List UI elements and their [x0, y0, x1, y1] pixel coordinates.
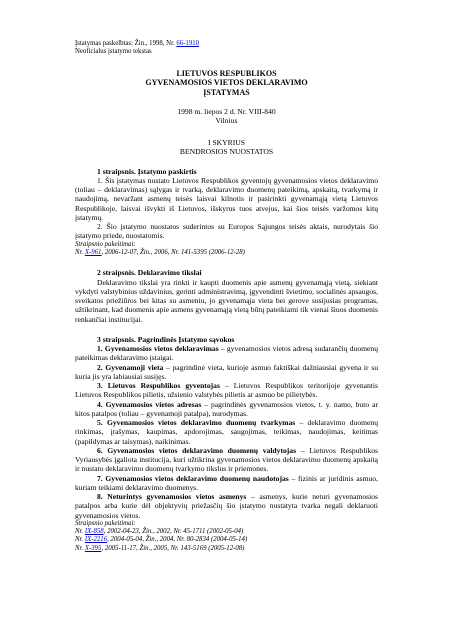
article-3-amendment: Nr. X-395, 2005-11-17, Žin., 2005, Nr. 143-5169 (2005-12-08)	[75, 544, 245, 552]
published-line: Įstatymas paskelbtas: Žin., 1998, Nr. 66-1910	[75, 40, 200, 47]
article-3-amendment: Nr. IX-858, 2002-04-23, Žin., 2002, Nr. 45-1711 (2002-05-04)	[75, 528, 244, 536]
law-title: LIETUVOS RESPUBLIKOS GYVENAMOSIOS VIETOS DEKLARAVIMO ĮSTATYMAS	[145, 68, 308, 97]
law-date: 1998 m. liepos 2 d. Nr. VIII-840 Vilnius	[177, 107, 276, 126]
amendment-link[interactable]: X-961	[84, 249, 102, 256]
definition-6: 6. Gyvenamosios vietos deklaravimo duomenų valdytojas – Lietuvos Respublikos Vyriausybės įgaliota institucija, kuri užtikrina gyvenamosios vietos deklaravimo duomenų apskaitą ir nustato deklaravimo duomenų tvarkymo tikslus ir priemones.	[75, 445, 378, 474]
definition-7: 7. Gyvenamosios vietos deklaravimo duomenų naudotojas – fizinis ar juridinis asmuo, kuriam teikiami deklaravimo duomenys.	[75, 473, 378, 492]
article-2-paragraph: Deklaravimo tikslai yra rinkti ir kaupti duomenis apie asmenų gyvenamąją vietą, siekiant vykdyti valstybinius uždavinius, gerinti administravimą, įgyvendinti švietimo, socialinės apsaugos, sveikatos priežiūros bei kitas su asmeniu, jo gyvenamąja vieta bei gerove susijusias programas, užtikrinant, kad duomenis apie asmens gyvenamąją vietą būtų pateikiami tik vienai šiuos duomenis renkančiai institucijai.	[75, 277, 378, 324]
article-1-amendments-heading: Straipsnio pakeitimai:	[75, 240, 136, 248]
definition-1: 1. Gyvenamosios vietos deklaravimas – gyvenamosios vietos adresą sudarančių duomenų pateikimas deklaravimo įstaigai.	[75, 344, 379, 363]
definition-2: 2. Gyvenamoji vieta – pagrindinė vieta, kurioje asmuo faktiškai dažniausiai gyvena ir su kuria jis yra labiausiai susijęs.	[75, 362, 378, 381]
article-1-paragraph-2: 2. Šio įstatymo nuostatos suderintos su Europos Sąjungos teisės aktais, nurodytais šio įstatymo priede, nuostatomis.	[75, 222, 378, 241]
amendment-link[interactable]: X-395	[84, 544, 102, 552]
chapter-heading: I SKYRIUS BENDROSIOS NUOSTATOS	[179, 137, 274, 156]
document-page	[75, 40, 378, 553]
definition-5: 5. Gyvenamosios vietos deklaravimo duomenų tvarkymas – deklaravimo duomenų rinkimas, įrašymas, kaupimas, apdorojimas, saugojimas, teikimas, naudojimas, keitimas (papildymas ar taisymas), naikinimas.	[75, 418, 378, 446]
definition-4: 4. Gyvenamosios vietos adresas – pagrindinės gyvenamosios vietos, t. y. namo, buto ar kitos patalpos (toliau – gyvenamoji patalpa), nurodymas.	[75, 399, 378, 418]
article-3-amendments-heading: Straipsnio pakeitimai:	[75, 519, 136, 527]
article-1-amendment: Nr. X-961, 2006-12-07, Žin., 2006, Nr. 141-5395 (2006-12-28)	[75, 249, 245, 256]
unofficial-note: Neoficialus įstatymo tekstas	[75, 48, 152, 56]
article-3-amendment: Nr. IX-2216, 2004-05-04, Žin., 2004, Nr. 80-2834 (2004-05-14)	[75, 536, 248, 544]
definition-8: 8. Neturintys gyvenamosios vietos asmenys – asmenys, kurie neturi gyvenamosios patalpos arba kurie dėl objektyvių priežasčių šio įstatymo nustatyta tvarka negali deklaruoti gyvenamosios vietos.	[75, 492, 378, 520]
publication-link[interactable]: 66-1910	[176, 40, 200, 47]
definition-3: 3. Lietuvos Respublikos gyventojas – Lietuvos Respublikos teritorijoje gyvenantis Lietuvos Respublikos pilietis, užsienio valstybės pilietis ar asmuo be pilietybės.	[75, 381, 378, 400]
publication-info	[75, 40, 378, 57]
article-2-title: 2 straipsnis. Deklaravimo tikslai	[97, 268, 202, 278]
article-1-paragraph-1: 1. Šis įstatymas nustato Lietuvos Respublikos gyventojų gyvenamosios vietos deklaravimo (toliau – deklaravimas) sąlygas ir tvarką, deklaravimo duomenų pateikimą, apskaitą, tvarkymą ir naudojimą, nevaržant asmenų teisės laisvai kilnotis ir pasirinkti gyvenamąją vietą Lietuvos Respublikoje, laisvai išvykti iš Lietuvos, išskyrus tuos atvejus, kai šios teisės varžomos kitų įstatymų.	[75, 175, 378, 222]
article-3-title: 3 straipsnis. Pagrindinės Įstatymo sąvokos	[97, 334, 235, 344]
amendment-link[interactable]: IX-2216	[84, 536, 108, 544]
amendment-link[interactable]: IX-858	[84, 528, 104, 536]
article-1-title: 1 straipsnis. Įstatymo paskirtis	[97, 166, 197, 176]
